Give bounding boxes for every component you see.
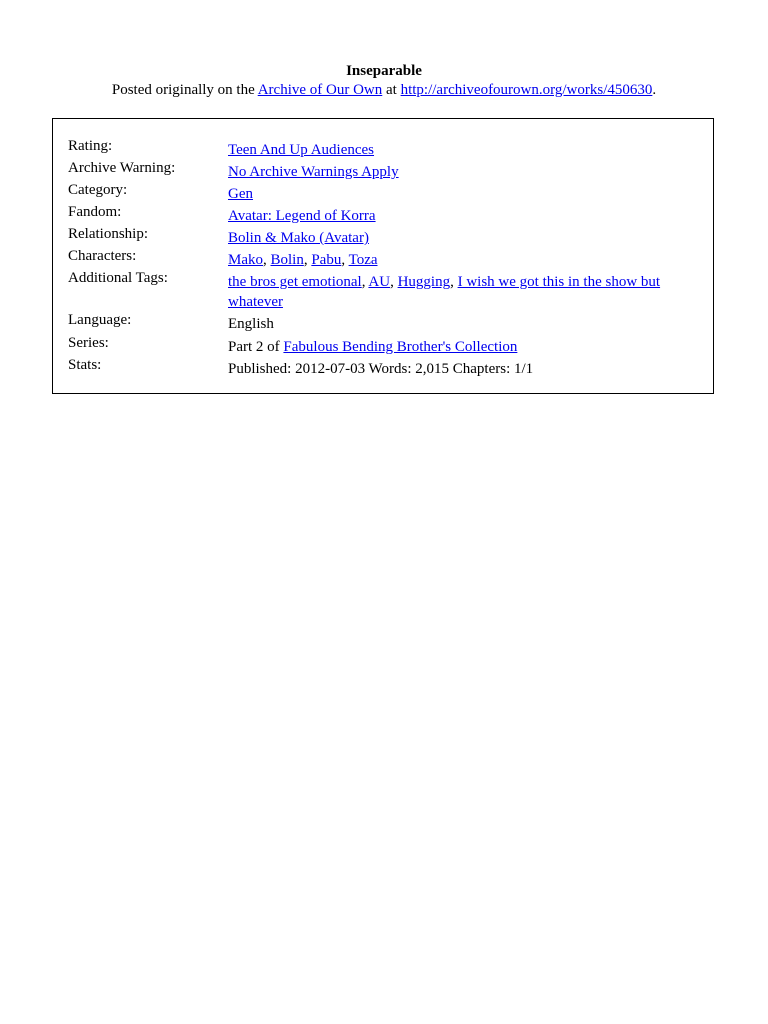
tags-value	[228, 272, 703, 312]
at-word: at	[386, 82, 397, 98]
rating-value	[228, 140, 703, 160]
tag-link[interactable]: I wish we got this in the show but whatever	[228, 274, 661, 310]
rating-label: Rating:	[68, 138, 113, 154]
fandom-link[interactable]: Avatar: Legend of Korra	[228, 208, 376, 224]
character-link[interactable]: Mako	[228, 252, 263, 268]
tags-label: Additional Tags:	[68, 270, 168, 286]
character-link[interactable]: Toza	[348, 252, 378, 268]
character-link[interactable]: Pabu	[311, 252, 342, 268]
work-title: Inseparable	[346, 63, 422, 79]
category-link[interactable]: Gen	[228, 186, 253, 202]
posted-prefix: Posted originally on the	[111, 82, 255, 98]
warning-label: Archive Warning:	[68, 160, 176, 176]
category-value	[228, 184, 703, 204]
tag-link[interactable]: AU	[368, 274, 391, 290]
separator: ,	[263, 252, 271, 268]
tag-link[interactable]: Hugging	[397, 274, 451, 290]
separator: ,	[390, 274, 398, 290]
relationship-link[interactable]: Bolin & Mako (Avatar)	[228, 230, 369, 246]
language-label: Language:	[68, 312, 132, 328]
series-label: Series:	[68, 335, 109, 351]
category-label: Category:	[68, 182, 128, 198]
period: .	[652, 82, 657, 98]
separator: ,	[450, 274, 458, 290]
separator: ,	[341, 252, 349, 268]
separator: ,	[303, 252, 312, 268]
posted-line	[0, 81, 768, 100]
language-value: English	[228, 316, 274, 332]
characters-value	[228, 250, 703, 270]
work-url-link[interactable]: http://archiveofourown.org/works/450630	[400, 82, 653, 98]
character-link[interactable]: Bolin	[270, 252, 304, 268]
series-value	[228, 337, 703, 357]
relationship-value	[228, 228, 703, 248]
rating-link[interactable]: Teen And Up Audiences	[228, 142, 375, 158]
characters-label: Characters:	[68, 248, 137, 264]
series-prefix: Part 2 of	[228, 339, 280, 355]
archive-link[interactable]: Archive of Our Own	[257, 82, 383, 98]
warning-value	[228, 162, 703, 182]
series-link[interactable]: Fabulous Bending Brother's Collection	[283, 339, 518, 355]
stats-value: Published: 2012-07-03 Words: 2,015 Chapters: 1/1	[228, 361, 534, 377]
stats-label: Stats:	[68, 357, 102, 373]
tag-link[interactable]: the bros get emotional	[228, 274, 362, 290]
fandom-value	[228, 206, 703, 226]
separator: ,	[361, 274, 369, 290]
relationship-label: Relationship:	[68, 226, 148, 242]
work-header	[0, 62, 768, 100]
meta-box	[52, 118, 714, 394]
fandom-label: Fandom:	[68, 204, 122, 220]
warning-link[interactable]: No Archive Warnings Apply	[228, 164, 399, 180]
